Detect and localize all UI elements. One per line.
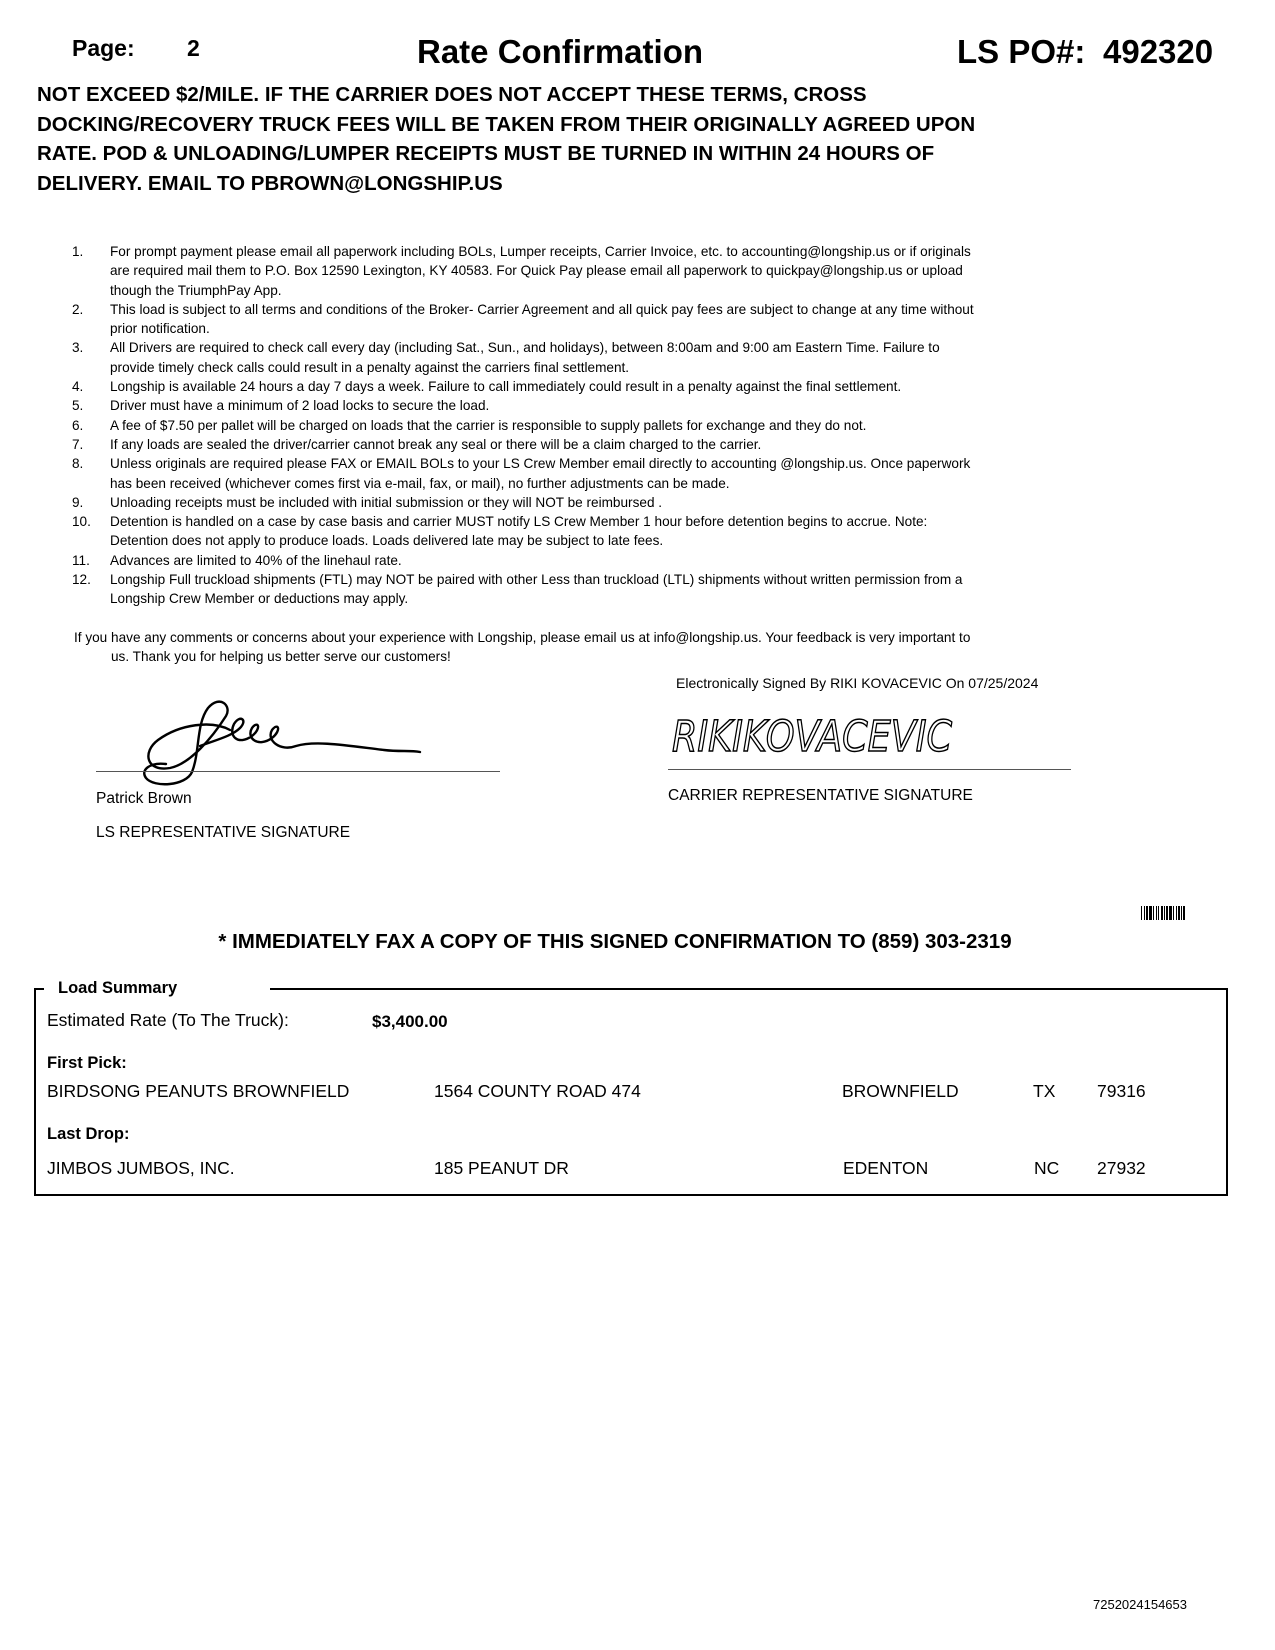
- rule-number: 9.: [72, 494, 84, 510]
- rule-item: [72, 435, 1092, 454]
- carrier-signature-line: [668, 769, 1071, 770]
- electronic-signature-note: Electronically Signed By RIKI KOVACEVIC On 07/25/2024: [676, 675, 1039, 691]
- rule-text: Longship is available 24 hours a day 7 days a week. Failure to call immediately could result in a penalty against the final settlement.: [110, 379, 902, 395]
- first-pick-zip: 79316: [1097, 1081, 1146, 1101]
- rule-item: [72, 377, 1092, 396]
- rule-text: All Drivers are required to check call every day (including Sat., Sun., and holidays), between 8:00am and 9:00 am Eastern Time. Failure to: [110, 340, 940, 356]
- barcode-bar: [1156, 906, 1157, 920]
- barcode-bar: [1166, 906, 1168, 920]
- po-number: 492320: [1103, 33, 1214, 70]
- terms-line: DOCKING/RECOVERY TRUCK FEES WILL BE TAKEN FROM THEIR ORIGINALLY AGREED UPON: [37, 112, 976, 136]
- rate-value: $3,400.00: [372, 1012, 448, 1031]
- barcode-bar: [1161, 906, 1163, 920]
- ls-representative-name: Patrick Brown: [96, 790, 192, 807]
- rule-text: Detention is handled on a case by case basis and carrier MUST notify LS Crew Member 1 hour before detention begins to accrue. Note:: [110, 514, 928, 530]
- rule-text: Detention does not apply to produce loads. Loads delivered late may be subject to late fees.: [110, 533, 664, 549]
- rule-text: Advances are limited to 40% of the linehaul rate.: [110, 552, 402, 568]
- last-drop-address: 185 PEANUT DR: [434, 1158, 569, 1178]
- barcode-bar: [1149, 906, 1152, 920]
- rate-label: Estimated Rate (To The Truck):: [47, 1010, 289, 1030]
- rule-text: This load is subject to all terms and conditions of the Broker- Carrier Agreement and all quick pay fees are subject to change at any time without: [110, 301, 974, 317]
- barcode-bar: [1181, 906, 1182, 920]
- load-summary-title: Load Summary: [58, 979, 178, 997]
- po-label: LS PO#:: [957, 33, 1086, 70]
- rule-item: [72, 300, 1092, 339]
- rule-text: has been received (whichever comes first via e-mail, fax, or mail), no further adjustments can be made.: [110, 475, 730, 491]
- rule-number: 4.: [72, 379, 84, 395]
- rule-text: For prompt payment please email all paperwork including BOLs, Lumper receipts, Carrier Invoice, etc. to accounting@longship.us or if originals: [110, 244, 971, 259]
- ls-handwritten-signature: [140, 680, 430, 792]
- fax-instruction: * IMMEDIATELY FAX A COPY OF THIS SIGNED CONFIRMATION TO (859) 303-2319: [218, 930, 1012, 953]
- last-drop-name: JIMBOS JUMBOS, INC.: [47, 1158, 235, 1178]
- rule-item: [72, 512, 1092, 551]
- last-drop-city: EDENTON: [843, 1158, 929, 1178]
- document-id: 7252024154653: [1093, 1597, 1187, 1612]
- rule-number: 7.: [72, 436, 84, 452]
- barcode-bar: [1176, 906, 1177, 920]
- rule-item: [72, 551, 1092, 570]
- barcode-bar: [1169, 906, 1172, 920]
- carrier-signature-label: CARRIER REPRESENTATIVE SIGNATURE: [668, 787, 973, 804]
- rule-number: 10.: [72, 514, 91, 530]
- rule-text: provide timely check calls could result in a penalty against the carriers final settlement.: [110, 359, 630, 375]
- first-pick-city: BROWNFIELD: [842, 1081, 959, 1101]
- barcode-bar: [1164, 906, 1165, 920]
- rule-number: 8.: [72, 456, 84, 472]
- last-drop-zip: 27932: [1097, 1158, 1146, 1178]
- first-pick-name: BIRDSONG PEANUTS BROWNFIELD: [47, 1081, 350, 1101]
- rule-text: Driver must have a minimum of 2 load locks to secure the load.: [110, 398, 490, 414]
- rule-item: [72, 570, 1092, 609]
- rule-text: A fee of $7.50 per pallet will be charged on loads that the carrier is responsible to supply pallets for exchange and they do not.: [110, 417, 867, 433]
- rule-text: are required mail them to P.O. Box 12590 Lexington, KY 40583. For Quick Pay please email all paperwork to quickpay@longship.us or upload: [110, 263, 963, 279]
- ls-signature-label: LS REPRESENTATIVE SIGNATURE: [96, 824, 351, 841]
- feedback-line: us. Thank you for helping us better serve our customers!: [111, 649, 451, 665]
- rule-text: though the TriumphPay App.: [110, 282, 282, 298]
- terms-notice: [37, 80, 1117, 198]
- rule-item: [72, 416, 1092, 435]
- rule-number: 5.: [72, 398, 84, 414]
- rule-number: 6.: [72, 417, 84, 433]
- barcode-bar: [1144, 906, 1145, 920]
- rule-text: Longship Crew Member or deductions may apply.: [110, 591, 409, 607]
- rule-item: [72, 338, 1092, 377]
- barcode-bar: [1141, 906, 1142, 920]
- rule-number: 11.: [72, 552, 90, 568]
- first-pick-address: 1564 COUNTY ROAD 474: [434, 1081, 641, 1101]
- rule-number: 1.: [72, 244, 84, 259]
- rule-text: Longship Full truckload shipments (FTL) may NOT be paired with other Less than truckload (LTL) shipments without written permission from a: [110, 572, 963, 588]
- first-pick-state: TX: [1033, 1081, 1056, 1101]
- barcode-bar: [1173, 906, 1174, 920]
- terms-line: RATE. POD & UNLOADING/LUMPER RECEIPTS MUST BE TURNED IN WITHIN 24 HOURS OF: [37, 142, 935, 165]
- rule-item: [72, 396, 1092, 415]
- feedback-note: [74, 628, 1074, 667]
- rule-item: [72, 454, 1092, 493]
- rule-text: If any loads are sealed the driver/carrier cannot break any seal or there will be a claim charged to the carrier.: [110, 436, 762, 452]
- page-number: 2: [187, 35, 200, 61]
- barcode: [1141, 906, 1219, 920]
- rule-number: 2.: [72, 301, 84, 317]
- rule-item: [72, 242, 1092, 300]
- feedback-line: If you have any comments or concerns about your experience with Longship, please email us at info@longship.us. Your feedback is very important to: [74, 630, 971, 645]
- rules-list: [72, 242, 1092, 609]
- barcode-bar: [1146, 906, 1148, 920]
- rule-text: Unless originals are required please FAX or EMAIL BOLs to your LS Crew Member email directly to accounting @longship.us. Once paperwork: [110, 456, 971, 472]
- rule-number: 12.: [72, 572, 91, 588]
- last-drop-label: Last Drop:: [47, 1125, 130, 1143]
- barcode-bar: [1178, 906, 1180, 920]
- carrier-signature-text: RIKIKOVACEVIC: [672, 712, 952, 762]
- terms-line: DELIVERY. EMAIL TO PBROWN@LONGSHIP.US: [37, 171, 503, 195]
- rule-text: prior notification.: [110, 321, 210, 337]
- page-label: Page:: [72, 35, 135, 61]
- terms-line: NOT EXCEED $2/MILE. IF THE CARRIER DOES NOT ACCEPT THESE TERMS, CROSS: [37, 83, 867, 106]
- barcode-bar: [1153, 906, 1154, 920]
- carrier-handwritten-signature: [670, 703, 990, 763]
- rule-item: [72, 493, 1092, 512]
- last-drop-state: NC: [1034, 1158, 1060, 1178]
- barcode-bar: [1183, 906, 1185, 920]
- document-title: Rate Confirmation: [417, 33, 704, 70]
- rule-text: Unloading receipts must be included with initial submission or they will NOT be reimbursed .: [110, 494, 663, 510]
- first-pick-label: First Pick:: [47, 1054, 127, 1072]
- rule-number: 3.: [72, 340, 84, 356]
- barcode-bar: [1158, 906, 1159, 920]
- ls-signature-line: [96, 771, 500, 772]
